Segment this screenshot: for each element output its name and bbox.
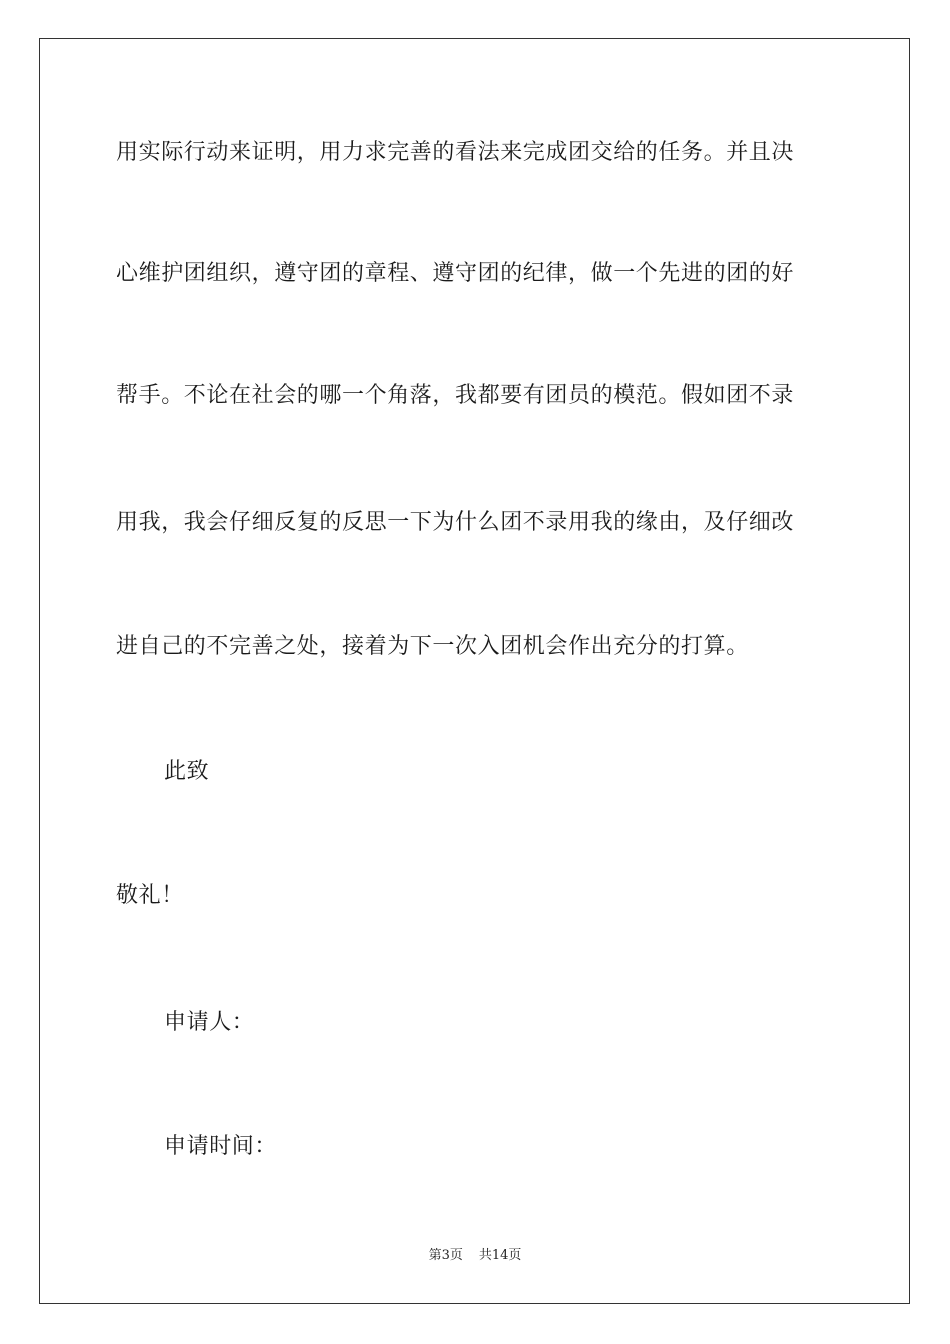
salute-text: 敬礼！ bbox=[116, 883, 184, 908]
page-number-current: 第3页 bbox=[428, 1248, 463, 1263]
closing-text: 此致 bbox=[164, 759, 210, 784]
page-frame bbox=[39, 38, 910, 1304]
applicant-label: 申请人： bbox=[164, 1010, 255, 1035]
paragraph-line-1: 用实际行动来证明，用力求完善的看法来完成团交给的任务。并且决 bbox=[116, 140, 795, 165]
paragraph-line-5: 进自己的不完善之处，接着为下一次入团机会作出充分的打算。 bbox=[116, 634, 749, 659]
page-footer bbox=[0, 1247, 950, 1265]
page-number-total: 共14页 bbox=[478, 1248, 522, 1263]
paragraph-line-2: 心维护团组织，遵守团的章程、遵守团的纪律，做一个先进的团的好 bbox=[116, 261, 795, 286]
paragraph-line-3: 帮手。不论在社会的哪一个角落，我都要有团员的模范。假如团不录 bbox=[116, 383, 795, 408]
date-label: 申请时间： bbox=[164, 1134, 278, 1159]
paragraph-line-4: 用我，我会仔细反复的反思一下为什么团不录用我的缘由，及仔细改 bbox=[116, 510, 795, 535]
